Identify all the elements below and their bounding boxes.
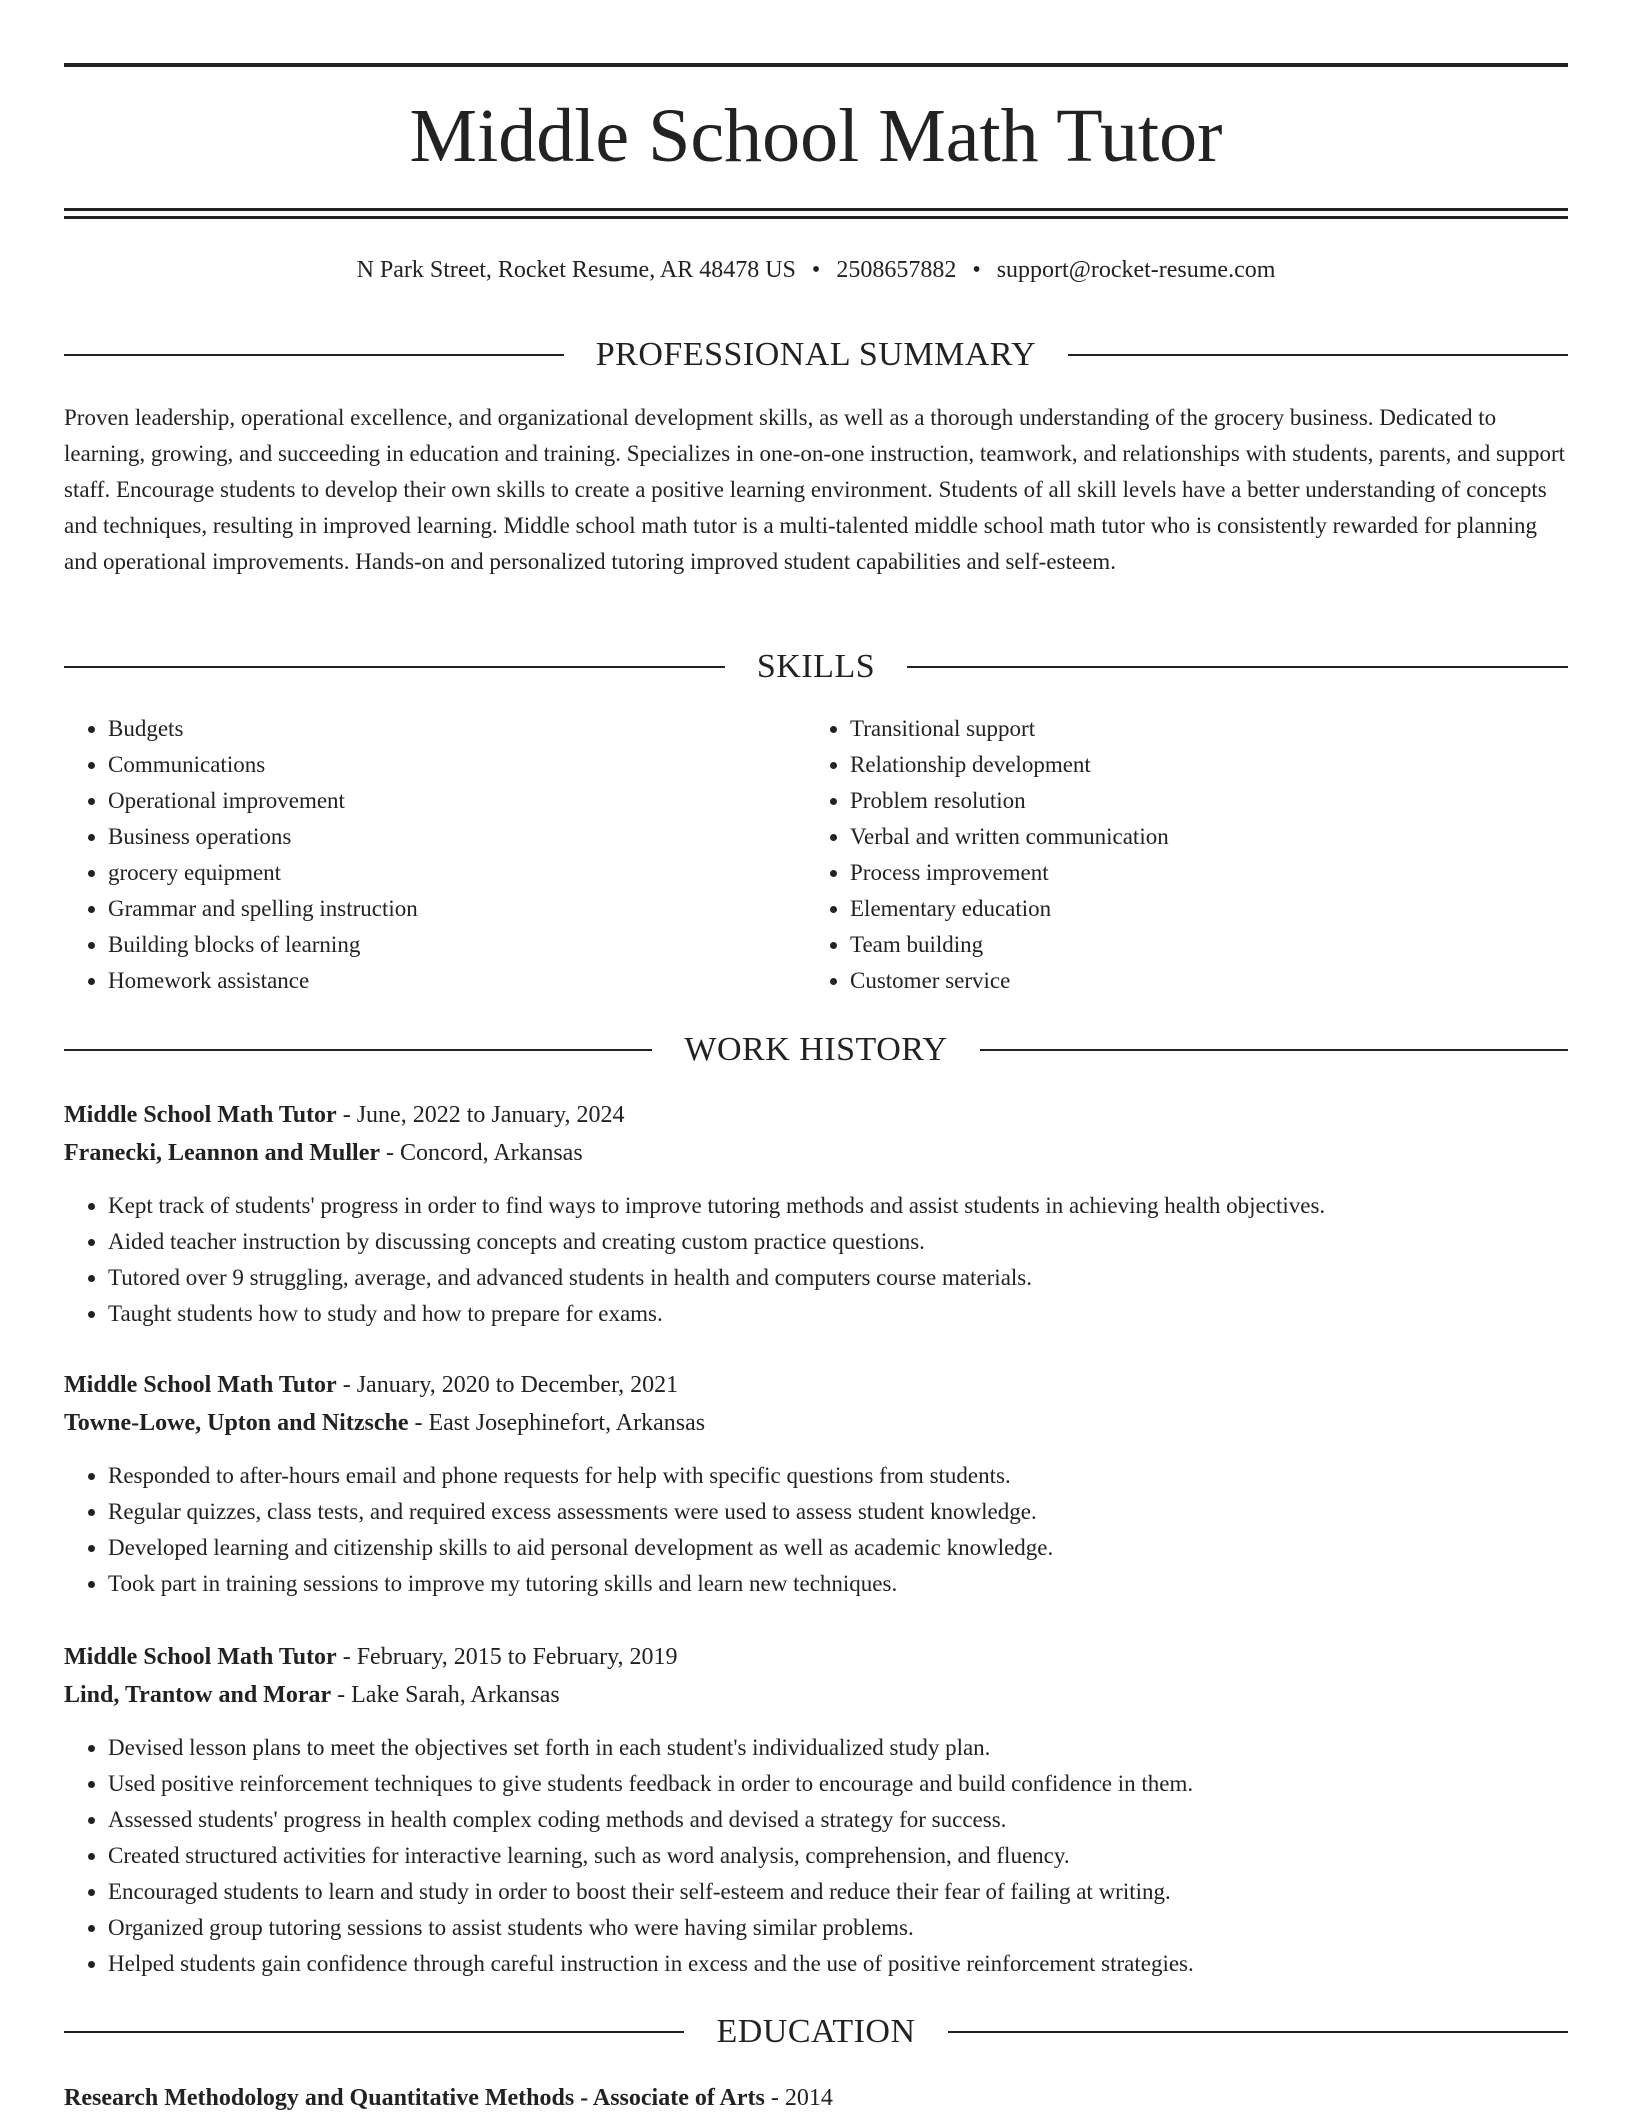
job-dates: - January, 2020 to December, 2021 [336, 1372, 679, 1398]
job-company: Franecki, Leannon and Muller [64, 1140, 381, 1166]
job-duty: • Responded to after-hours email and phone requests for help with specific questions from students. [108, 1458, 1568, 1494]
summary-text: Proven leadership, operational excellence, and organizational development skills, as well as a thorough understanding of the grocery business. Dedicated to learning, growing, and succeeding in education and training. Specializes in one-on-one instruction, teamwork, and relationships with students, parents, and support staff. Encourage students to develop their own skills to create a positive learning environment. Students of all skill levels have a better understanding of concepts and techniques, resulting in improved learning. Middle school math tutor is a multi-talented middle school math tutor who is consistently rewarded for planning and operational improvements. Hands-on and personalized tutoring improved student capabilities and self-esteem. [64, 405, 1566, 574]
education-heading-label: EDUCATION [716, 2013, 916, 2050]
job-entry [64, 1366, 1568, 1602]
skill-item: • Grammar and spelling instruction [108, 891, 804, 927]
heading-rule [907, 666, 1568, 668]
job-title-line [64, 1638, 1568, 1676]
heading-rule [64, 666, 725, 668]
education-entry [64, 2078, 1568, 2118]
job-company-line [64, 1676, 1568, 1714]
job-duty: • Tutored over 9 struggling, average, and advanced students in health and computers course materials. [108, 1260, 1568, 1296]
work-heading-label: WORK HISTORY [684, 1031, 948, 1068]
skill-item: • Communications [108, 747, 804, 783]
skill-item: • Verbal and written communication [850, 819, 1568, 855]
heading-rule [1068, 354, 1568, 356]
job-duty: • Taught students how to study and how to prepare for exams. [108, 1296, 1568, 1332]
job-company: Towne-Lowe, Upton and Nitzsche [64, 1410, 409, 1436]
job-company: Lind, Trantow and Morar [64, 1682, 332, 1708]
heading-rule [948, 2031, 1568, 2033]
job-location: - Concord, Arkansas [380, 1140, 583, 1166]
skill-item: • Operational improvement [108, 783, 804, 819]
job-duties [64, 1458, 1568, 1602]
job-duty: • Kept track of students' progress in order to find ways to improve tutoring methods and assist students in achieving health objectives. [108, 1188, 1568, 1224]
skill-item: • grocery equipment [108, 855, 804, 891]
job-title: Middle School Math Tutor [64, 1102, 337, 1128]
heading-rule [64, 1049, 652, 1051]
job-title-line [64, 1096, 1568, 1134]
job-duty: • Helped students gain confidence through careful instruction in excess and the use of positive reinforcement strategies. [108, 1946, 1568, 1982]
job-duty: • Encouraged students to learn and study in order to boost their self-esteem and reduce their fear of failing at writing. [108, 1874, 1568, 1910]
job-location: - East Josephinefort, Arkansas [408, 1410, 706, 1436]
job-duties [64, 1188, 1568, 1332]
job-duty: • Developed learning and citizenship skills to aid personal development as well as academic knowledge. [108, 1530, 1568, 1566]
job-title: Middle School Math Tutor [64, 1644, 337, 1670]
summary-heading [64, 333, 1568, 377]
skills-column-left [64, 711, 804, 999]
heading-rule [64, 354, 564, 356]
skill-item: • Business operations [108, 819, 804, 855]
top-rule [64, 63, 1568, 67]
skill-item: • Team building [850, 927, 1568, 963]
skills-heading [64, 645, 1568, 689]
skills-column-right [806, 711, 1568, 999]
job-entry [64, 1096, 1568, 1332]
skill-item: • Process improvement [850, 855, 1568, 891]
job-dates: - February, 2015 to February, 2019 [336, 1644, 678, 1670]
job-duty: • Assessed students' progress in health complex coding methods and devised a strategy for success. [108, 1802, 1568, 1838]
skill-item: • Customer service [850, 963, 1568, 999]
skill-item: • Relationship development [850, 747, 1568, 783]
job-duty: • Took part in training sessions to improve my tutoring skills and learn new techniques. [108, 1566, 1568, 1602]
education-heading [64, 2010, 1568, 2054]
resume-title: Middle School Math Tutor [409, 94, 1223, 178]
contact-address: N Park Street, Rocket Resume, AR 48478 US [356, 257, 796, 283]
skill-item: • Problem resolution [850, 783, 1568, 819]
job-duty: • Regular quizzes, class tests, and required excess assessments were used to assess student knowledge. [108, 1494, 1568, 1530]
contact-line [64, 254, 1568, 286]
skill-item: • Elementary education [850, 891, 1568, 927]
contact-separator: • [972, 257, 981, 283]
skill-item: • Homework assistance [108, 963, 804, 999]
job-entry [64, 1638, 1568, 1982]
title-rule-upper [64, 208, 1568, 211]
education-degree: Research Methodology and Quantitative Methods - Associate of Arts [64, 2085, 765, 2111]
job-duty: • Devised lesson plans to meet the objectives set forth in each student's individualized study plan. [108, 1730, 1568, 1766]
skills-list-left [64, 711, 804, 999]
job-duty: • Created structured activities for interactive learning, such as word analysis, comprehension, and fluency. [108, 1838, 1568, 1874]
heading-rule [980, 1049, 1568, 1051]
job-title-line [64, 1366, 1568, 1404]
job-duty: • Organized group tutoring sessions to assist students who were having similar problems. [108, 1910, 1568, 1946]
skills-heading-label: SKILLS [756, 648, 876, 685]
heading-rule [64, 2031, 684, 2033]
contact-email: support@rocket-resume.com [996, 257, 1276, 283]
job-duties [64, 1730, 1568, 1982]
job-title: Middle School Math Tutor [64, 1372, 337, 1398]
summary-heading-label: PROFESSIONAL SUMMARY [595, 336, 1037, 373]
contact-separator: • [811, 257, 821, 283]
job-duty: • Used positive reinforcement techniques to give students feedback in order to encourage and build confidence in them. [108, 1766, 1568, 1802]
skill-item: • Transitional support [850, 711, 1568, 747]
work-heading [64, 1028, 1568, 1072]
skills-list-right [806, 711, 1568, 999]
skill-item: • Budgets [108, 711, 804, 747]
education-year: - 2014 [764, 2085, 833, 2111]
title-rule-lower [64, 216, 1568, 219]
job-company-line [64, 1404, 1568, 1442]
skill-item: • Building blocks of learning [108, 927, 804, 963]
job-dates: - June, 2022 to January, 2024 [336, 1102, 625, 1128]
job-duty: • Aided teacher instruction by discussing concepts and creating custom practice questions. [108, 1224, 1568, 1260]
job-company-line [64, 1134, 1568, 1172]
job-location: - Lake Sarah, Arkansas [331, 1682, 560, 1708]
contact-phone: 2508657882 [836, 257, 957, 283]
